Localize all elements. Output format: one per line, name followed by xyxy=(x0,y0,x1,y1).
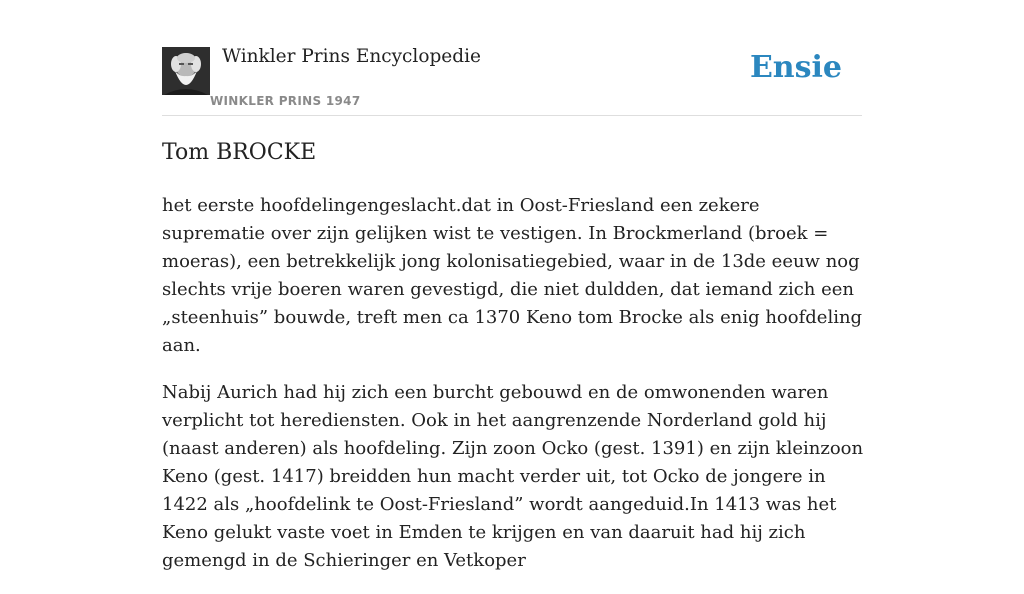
article-title: Tom BROCKE xyxy=(162,140,317,165)
article-body xyxy=(162,192,864,594)
site-title[interactable]: Winkler Prins Encyclopedie xyxy=(222,46,481,67)
author-avatar[interactable] xyxy=(162,47,210,95)
ensie-logo-link[interactable]: Ensie xyxy=(749,50,842,85)
site-header xyxy=(162,40,862,116)
article-paragraph: Nabij Aurich had hij zich een burcht gebouwd en de omwonenden waren verplicht tot herediensten. Ook in het aangrenzende Norderland gold hij (naast anderen) als hoofdeling. Zijn zoon Ocko (gest. 1391) en zijn kleinzoon Keno (gest. 1417) breidden hun macht verder uit, tot Ocko de jongere in 1422 als „hoofdelink te Oost-Friesland” wordt aangeduid.In 1413 was het Keno gelukt vaste voet in Emden te krijgen en van daaruit had hij zich gemengd in de Schieringer en Vetkoper xyxy=(162,382,864,571)
bearded-man-portrait-icon xyxy=(162,47,210,95)
source-label[interactable]: WINKLER PRINS 1947 xyxy=(210,94,361,108)
article-paragraph: het eerste hoofdelingengeslacht.dat in Oost-Friesland een zekere suprematie over zijn gelijken wist te vestigen. In Brockmerland (broek = moeras), een betrekkelijk jong kolonisatiegebied, waar in de 13de eeuw nog slechts vrije boeren waren gevestigd, die niet duldden, dat iemand zich een „steenhuis” bouwde, treft men ca 1370 Keno tom Brocke als enig hoofdeling aan. xyxy=(162,195,863,356)
